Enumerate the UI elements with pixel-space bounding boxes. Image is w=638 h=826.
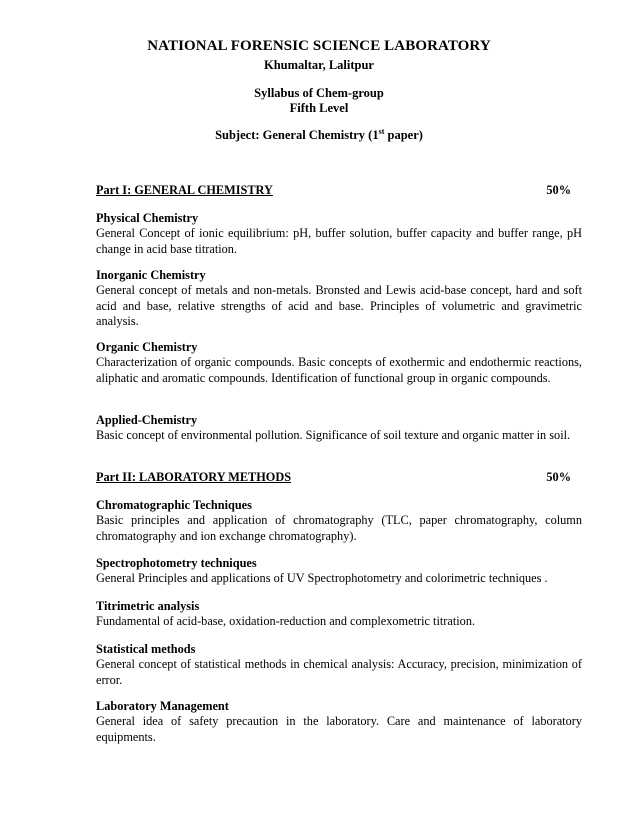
section-body: General Principles and applications of UV Spectrophotometry and colorimetric techniques . xyxy=(96,571,548,585)
section-title: Chromatographic Techniques xyxy=(96,498,252,512)
section-body: Characterization of organic compounds. Basic concepts of exothermic and endothermic reactions, aliphatic and aromatic compounds. Identification of functional group in organic compounds. xyxy=(96,355,582,385)
document-title: NATIONAL FORENSIC SCIENCE LABORATORY xyxy=(147,38,491,54)
section-laboratory-management xyxy=(96,699,582,745)
syllabus-line: Syllabus of Chem-group xyxy=(254,86,384,100)
section-title: Organic Chemistry xyxy=(96,340,198,354)
part-2-heading xyxy=(96,470,571,485)
section-title: Physical Chemistry xyxy=(96,211,199,225)
section-body: Basic principles and application of chromatography (TLC, paper chromatography, column chromatography and ion exchange chromatography). xyxy=(96,513,582,543)
section-body: Fundamental of acid-base, oxidation-reduction and complexometric titration. xyxy=(96,614,476,628)
section-title: Laboratory Management xyxy=(96,699,229,713)
part-2-weight: 50% xyxy=(546,470,571,484)
section-applied-chemistry xyxy=(96,413,582,444)
subject-suffix: paper) xyxy=(384,128,423,142)
part-1-heading xyxy=(96,183,571,198)
section-organic-chemistry xyxy=(96,340,582,386)
section-body: General concept of statistical methods in chemical analysis: Accuracy, precision, minimization of error. xyxy=(96,657,582,687)
section-title: Titrimetric analysis xyxy=(96,599,200,613)
section-title: Applied-Chemistry xyxy=(96,413,198,427)
section-title: Statistical methods xyxy=(96,642,196,656)
section-physical-chemistry xyxy=(96,211,582,257)
section-statistical-methods xyxy=(96,642,582,688)
section-body: General Concept of ionic equilibrium: pH, buffer solution, buffer capacity and buffer range, pH change in acid base titration. xyxy=(96,226,582,256)
section-inorganic-chemistry xyxy=(96,268,582,330)
section-title: Spectrophotometry techniques xyxy=(96,556,257,570)
section-spectrophotometry-techniques xyxy=(96,556,582,587)
section-chromatographic-techniques xyxy=(96,498,582,544)
part-1-weight: 50% xyxy=(546,183,571,197)
part-2-title: Part II: LABORATORY METHODS xyxy=(96,470,292,484)
section-titrimetric-analysis xyxy=(96,599,582,630)
level-line: Fifth Level xyxy=(289,101,349,115)
section-body: General idea of safety precaution in the laboratory. Care and maintenance of laboratory equipments. xyxy=(96,714,582,744)
subject-superscript: st xyxy=(378,127,385,136)
location-line: Khumaltar, Lalitpur xyxy=(264,58,374,72)
part-1-title: Part I: GENERAL CHEMISTRY xyxy=(96,183,273,197)
section-body: Basic concept of environmental pollution. Significance of soil texture and organic matter in soil. xyxy=(96,428,571,442)
section-title: Inorganic Chemistry xyxy=(96,268,206,282)
subject-line xyxy=(0,128,638,143)
subject-prefix: Subject: General Chemistry (1 xyxy=(215,128,379,142)
section-body: General concept of metals and non-metals. Bronsted and Lewis acid-base concept, hard and soft acid and base, relative strengths of acid and base. Principles of volumetric and gravimetric analysis. xyxy=(96,283,582,328)
